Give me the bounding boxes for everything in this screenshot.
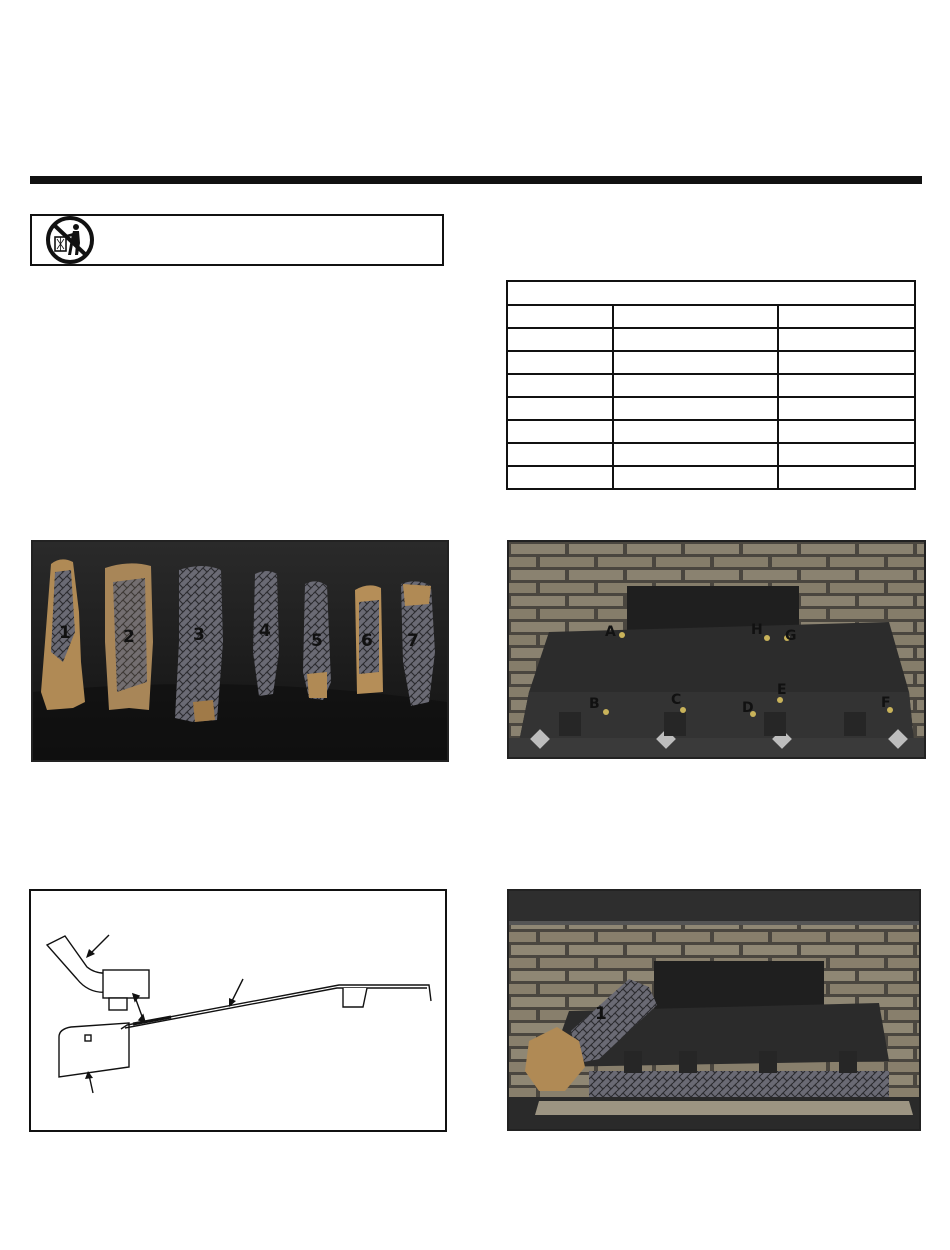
pin-label: F	[881, 695, 891, 711]
table-cell	[613, 420, 778, 443]
table-cell	[613, 351, 778, 374]
log-label: 6	[361, 631, 373, 651]
table-row	[507, 328, 915, 351]
parts-table	[506, 280, 916, 490]
table-header-row	[507, 281, 915, 305]
table-cell	[613, 466, 778, 489]
table-cell	[613, 305, 778, 328]
installation-diagram	[29, 889, 447, 1132]
pin-label: H	[751, 622, 763, 638]
pin-label: C	[671, 692, 682, 708]
table-row	[507, 397, 915, 420]
table-row	[507, 420, 915, 443]
table-cell	[778, 420, 915, 443]
table-title-cell	[507, 281, 915, 305]
log-label: 4	[259, 621, 271, 641]
table-cell	[613, 374, 778, 397]
table-cell	[507, 466, 613, 489]
pin-label: G	[785, 628, 797, 644]
table-cell	[778, 328, 915, 351]
log-label: 2	[123, 627, 135, 647]
section-divider	[30, 176, 922, 184]
table-cell	[507, 420, 613, 443]
log-set-photo	[31, 540, 449, 762]
log-label: 7	[407, 631, 419, 651]
table-cell	[613, 328, 778, 351]
log-label: 3	[193, 625, 205, 645]
log-label: 5	[311, 631, 323, 651]
log1-installed-photo	[507, 889, 921, 1131]
grate-line	[121, 985, 431, 1029]
table-cell	[507, 328, 613, 351]
table-row	[507, 374, 915, 397]
table-cell	[778, 374, 915, 397]
pin-label: E	[777, 682, 787, 698]
disposal-notice-box	[30, 214, 444, 266]
table-cell	[507, 374, 613, 397]
log-label: 1	[59, 623, 71, 643]
arrow-icon	[231, 979, 243, 1003]
table-cell	[778, 351, 915, 374]
front-piece-shape	[59, 1023, 129, 1077]
no-littering-icon	[40, 215, 100, 265]
firebox-pins-photo	[507, 540, 926, 759]
table-cell	[613, 397, 778, 420]
table-cell	[507, 397, 613, 420]
table-cell	[778, 305, 915, 328]
table-row	[507, 351, 915, 374]
table-row	[507, 443, 915, 466]
table-cell	[507, 443, 613, 466]
pin-label: D	[742, 700, 754, 716]
table-row	[507, 466, 915, 489]
table-cell	[613, 443, 778, 466]
table-cell	[507, 305, 613, 328]
pin-label: A	[605, 624, 616, 640]
bracket-shape	[103, 970, 149, 998]
pin-label: B	[589, 696, 600, 712]
table-cell	[507, 351, 613, 374]
table-cell	[778, 443, 915, 466]
log-label: 1	[595, 1004, 607, 1024]
table-cell	[778, 397, 915, 420]
table-cell	[778, 466, 915, 489]
table-row	[507, 305, 915, 328]
